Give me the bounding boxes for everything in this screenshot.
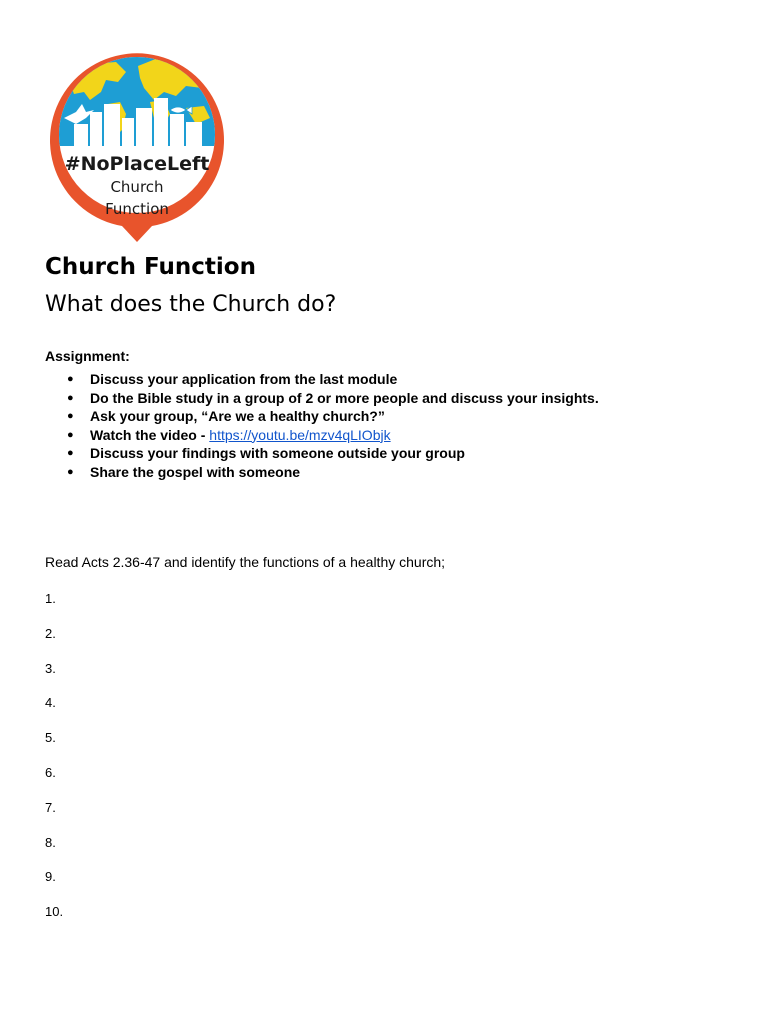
page-subtitle: What does the Church do? xyxy=(45,292,337,317)
answer-number: 3. xyxy=(45,660,56,676)
answer-number: 2. xyxy=(45,625,56,641)
bullet-icon: ● xyxy=(67,373,74,385)
answer-number: 7. xyxy=(45,799,56,815)
logo-line1: Church xyxy=(110,178,164,196)
answer-number: 9. xyxy=(45,869,56,885)
answer-list xyxy=(45,590,63,938)
answer-number: 10. xyxy=(45,904,64,920)
bullet-icon: ● xyxy=(67,465,74,478)
list-item: ● Discuss your findings with someone outside your group xyxy=(67,445,465,461)
answer-number: 4. xyxy=(45,695,56,711)
noplaceleft-logo xyxy=(46,48,228,244)
answer-number: 8. xyxy=(45,834,56,850)
bullet-icon: ● xyxy=(67,428,74,441)
list-item: ● Watch the video - https://youtu.be/mzv4qLIObjk xyxy=(67,426,391,443)
list-item: ● Ask your group, “Are we a healthy church?” xyxy=(67,408,385,424)
study-instruction: Read Acts 2.36-47 and identify the functions of a healthy church; xyxy=(45,554,446,570)
list-item: ● Share the gospel with someone xyxy=(67,463,301,480)
bullet-icon: ● xyxy=(67,410,74,422)
list-item: ● Do the Bible study in a group of 2 or more people and discuss your insights. xyxy=(67,389,599,406)
video-link[interactable]: https://youtu.be/mzv4qLIObjk xyxy=(209,426,391,443)
logo-hashtag: #NoPlaceLeft xyxy=(64,153,210,175)
list-item: ● Discuss your application from the last module xyxy=(67,371,398,387)
page-title: Church Function xyxy=(45,254,256,280)
answer-number: 6. xyxy=(45,764,56,780)
answer-number: 1. xyxy=(45,591,56,606)
assignment-label: Assignment: xyxy=(45,348,130,364)
answer-number: 5. xyxy=(45,730,56,746)
logo-line2: Function xyxy=(105,200,169,218)
bullet-icon: ● xyxy=(67,391,74,404)
assignment-list xyxy=(45,370,599,481)
bullet-icon: ● xyxy=(67,447,74,459)
